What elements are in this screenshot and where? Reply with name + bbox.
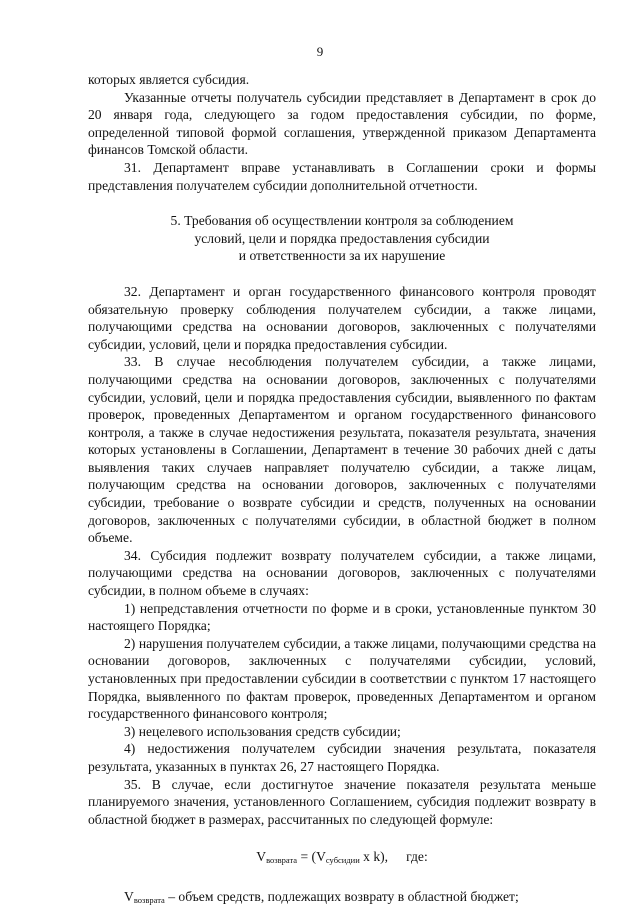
section-heading — [88, 212, 596, 265]
refund-formula — [88, 848, 596, 870]
section-heading-line-1: 5. Требования об осуществлении контроля за соблюдением — [170, 213, 514, 229]
formula-v-letter: V — [256, 849, 267, 865]
paragraph-reports: Указанные отчеты получатель субсидии представляет в Департамент в срок до 20 января года, следующего за годом предоставления субсидии, по форме, определенной типовой формой соглашения, утвержденной приказом Департамента финансов Томской области. — [88, 89, 596, 158]
section-heading-line-2: условий, цели и порядка предоставления субсидии — [194, 230, 490, 246]
formula-where: где: — [406, 849, 428, 865]
definition-v-subscript: возврата — [133, 894, 165, 905]
paragraph-34-item-4: 4) недостижения получателем субсидии значения результата, показателя результата, указанных в пунктах 26, 27 настоящего Порядка. — [88, 741, 596, 774]
paragraph-34-item-3: 3) нецелевого использования средств субсидии; — [124, 723, 401, 739]
paragraph-35: 35. В случае, если достигнутое значение показателя результата меньше планируемого значения, установленного Соглашением, субсидия подлежит возврату в областной бюджет в размерах, рассчитанных по следующей формуле: — [88, 776, 596, 827]
section-heading-line-3: и ответственности за их нарушение — [238, 248, 446, 264]
definition-text: – объем средств, подлежащих возврату в областной бюджет; — [164, 888, 519, 904]
paragraph-34-item-2: 2) нарушения получателем субсидии, а также лицами, получающими средства на основании договоров, заключенных с получателями субсидии, условий, установленных при предоставлении субсидии в соответствии с пунктом 17 настоящего Порядка, выявленного по фактам проверок, проведенных Департаментом и органом государственного финансового контроля; — [88, 635, 596, 722]
page-number: 9 — [316, 44, 324, 59]
definition-v-letter: V — [124, 888, 134, 904]
formula-s-subscript: субсидии — [325, 855, 360, 866]
document-body — [88, 71, 596, 910]
formula-v-subscript: возврата — [266, 855, 298, 866]
paragraph-34: 34. Субсидия подлежит возврату получателем субсидии, а также лицами, получающими средства на основании договоров, заключенных с получателями субсидии, в полном объеме в случаях: — [88, 547, 596, 599]
paragraph-31: 31. Департамент вправе устанавливать в Соглашении сроки и формы представления получателем субсидии дополнительной отчетности. — [88, 159, 596, 193]
definition-v-refund — [88, 888, 596, 910]
formula-equals: = (V — [297, 849, 326, 865]
paragraph-34-item-1: 1) непредставления отчетности по форме и в сроки, установленные пунктом 30 настоящего Порядка; — [88, 600, 596, 634]
formula-rest: x k), — [359, 849, 389, 865]
paragraph-33: 33. В случае несоблюдения получателем субсидии, а также лицами, получающими средства на основании договоров, заключенных с получателями субсидии, условий, цели и порядка предоставления субсидии, выявленного по фактам проверок, проведенных Департаментом и органом государственного финансового контроля, а также в случае недостижения результата, показателя результата, значения которых установлены в Соглашении, Департамент в течение 30 рабочих дней с даты выявления таких случаев направляет получателю субсидии, а также лицам, получающим средства на основании договоров, заключенных с получателями субсидии, требование о возврате субсидии и средств, полученных на основании договоров, заключенных с получателями субсидии, в областной бюджет в полном объеме. — [88, 354, 596, 546]
paragraph-32: 32. Департамент и орган государственного финансового контроля проводят обязательную проверку соблюдения получателем субсидии, а также лицами, получающими средства на основании договоров, заключенных с получателями субсидии, условий, цели и порядка предоставления субсидии. — [88, 283, 596, 352]
paragraph-continuation: которых является субсидия. — [88, 72, 250, 87]
